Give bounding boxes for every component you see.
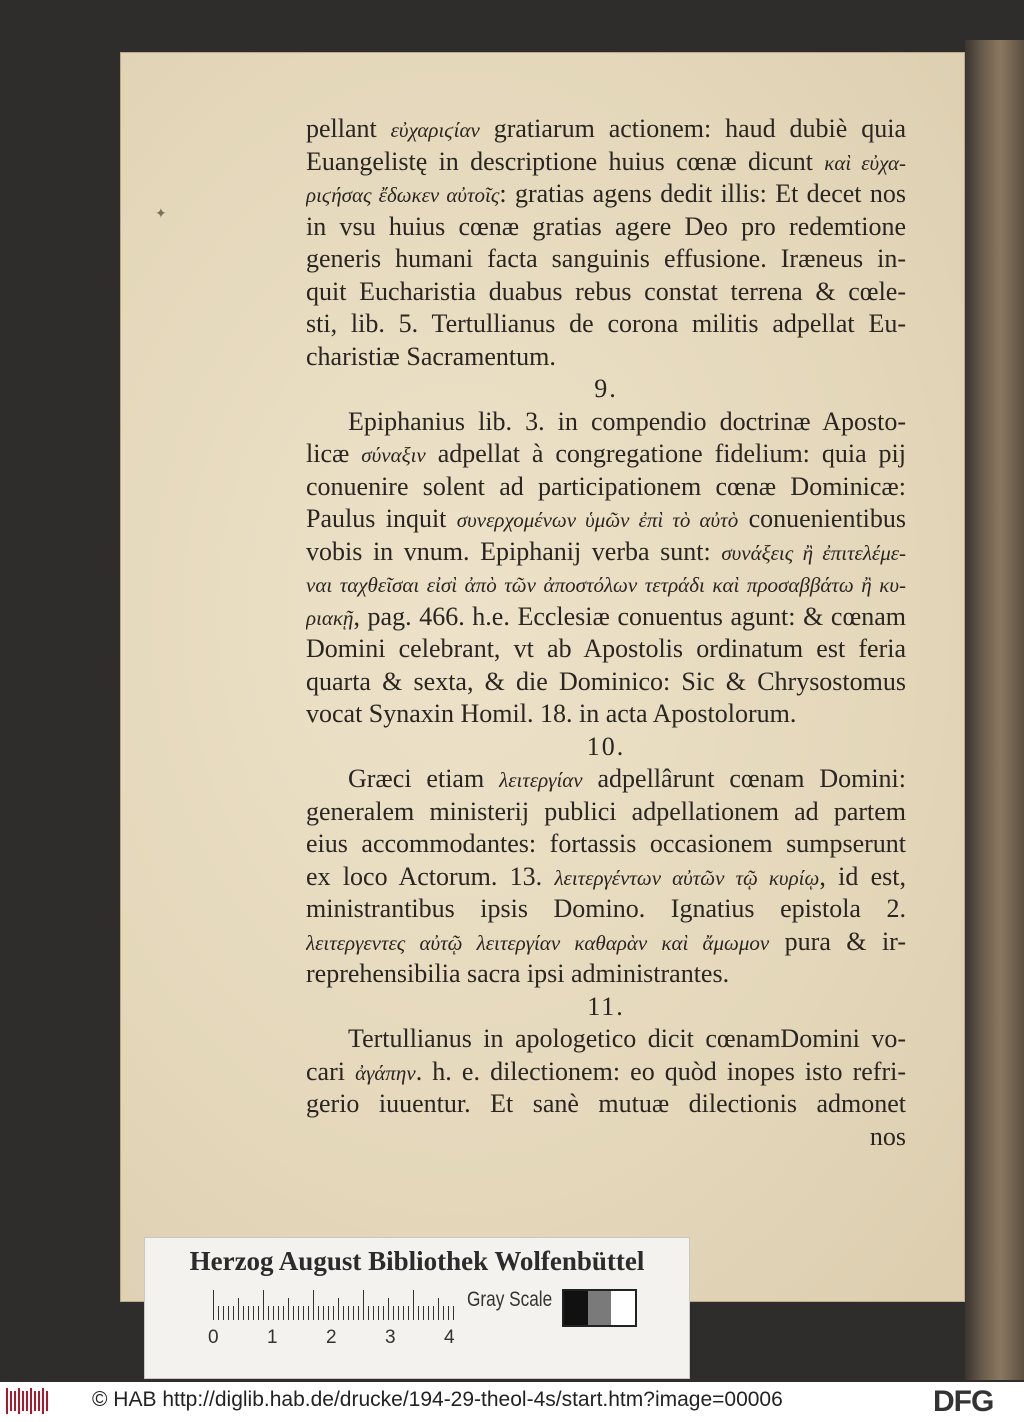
- text-line: [306, 341, 906, 374]
- latin-text: , pag. 466. h.e. Ecclesiæ conuentus agunt: & cœnam: [353, 601, 906, 631]
- text-line: [306, 926, 906, 959]
- ruler-tick: [403, 1306, 404, 1320]
- ruler-tick: [248, 1306, 249, 1320]
- margin-mark: ✦: [155, 207, 167, 222]
- ruler-tick: [373, 1306, 374, 1320]
- ruler-tick: [448, 1306, 449, 1320]
- text-line: [306, 861, 906, 894]
- reference-card: [144, 1237, 690, 1379]
- text-line: [306, 243, 906, 276]
- latin-text: vobis in vnum. Epiphanij verba sunt:: [306, 536, 722, 566]
- gray-scale-label: Gray Scale: [467, 1288, 553, 1311]
- ruler-label: 4: [444, 1327, 455, 1348]
- greek-term: ἀγάπην: [355, 1060, 416, 1085]
- latin-text: conuenire solent ad participationem cœnæ Dominicæ:: [306, 471, 906, 501]
- hab-logo-icon[interactable]: [6, 1388, 50, 1414]
- ruler-tick: [318, 1306, 319, 1320]
- library-title: Herzog August Bibliothek Wolfenbüttel: [189, 1246, 645, 1276]
- text-line: [306, 471, 906, 504]
- latin-text: eius accommodantes: fortassis occasionem sumpserunt: [306, 829, 906, 858]
- ruler-tick: [338, 1298, 339, 1320]
- text-line: [306, 1056, 906, 1089]
- text-line: [306, 828, 906, 861]
- latin-text: Paulus inquit: [306, 504, 457, 533]
- paragraph-8-end: [306, 113, 906, 373]
- latin-text: Epiphanius lib. 3. in compendio doctrinæ Aposto-: [348, 406, 906, 436]
- gray-swatch: [611, 1291, 635, 1325]
- ruler-tick: [218, 1306, 219, 1320]
- text-line: [306, 633, 906, 666]
- paragraph-11: [306, 1023, 906, 1121]
- ruler-tick: [293, 1306, 294, 1320]
- ruler-tick: [408, 1306, 409, 1320]
- latin-text: pura & ir-: [769, 926, 906, 956]
- ruler-tick: [288, 1298, 289, 1320]
- ruler-tick: [368, 1306, 369, 1320]
- ruler-tick: [283, 1306, 284, 1320]
- greek-term: ριακῇ: [306, 605, 354, 630]
- ruler-tick: [418, 1306, 419, 1320]
- latin-text: licæ: [306, 439, 362, 468]
- text-line: [306, 406, 906, 439]
- text-line: [306, 113, 906, 146]
- gray-swatch: [564, 1291, 588, 1325]
- text-line: [306, 666, 906, 699]
- ruler-tick: [223, 1306, 224, 1320]
- greek-term: ναι ταχθεῖσαι εἰσὶ ἀπὸ τῶν ἀποστόλων τετράδι καὶ προσαββάτω ἢ κυ-: [306, 573, 906, 597]
- scale-ruler: [213, 1290, 453, 1320]
- latin-text: ministrantibus ipsis Domino. Ignatius epistola 2.: [306, 894, 906, 923]
- text-line: [306, 698, 906, 731]
- ruler-tick: [243, 1306, 244, 1320]
- text-line: [306, 536, 906, 569]
- paragraph-9: [306, 406, 906, 731]
- latin-text: generalem ministerij publici adpellationem ad partem: [306, 796, 906, 826]
- text-line: [306, 308, 906, 341]
- ruler-tick: [308, 1306, 309, 1320]
- text-line: [306, 1088, 906, 1121]
- greek-term: συνάξεις ἢ ἐπιτελέμε-: [721, 540, 906, 565]
- ruler-label: 1: [267, 1327, 278, 1348]
- ruler-tick: [428, 1306, 429, 1320]
- ruler-tick: [348, 1306, 349, 1320]
- greek-term: λειτεργεντες αὐτῷ λειτεργίαν καθαρὰν καὶ ἄμωμον: [306, 930, 770, 955]
- latin-text: cari: [306, 1056, 356, 1086]
- ruler-tick: [228, 1306, 229, 1320]
- latin-text: quarta & sexta, & die Dominico: Sic & Chrysostomus: [306, 666, 906, 696]
- latin-text: , id est,: [819, 861, 906, 891]
- latin-text: charistiæ Sacramentum.: [306, 341, 556, 371]
- ruler-tick: [388, 1298, 389, 1320]
- dfg-logo[interactable]: DFG: [933, 1385, 994, 1418]
- ruler-tick: [303, 1306, 304, 1320]
- ruler-tick: [433, 1306, 434, 1320]
- ruler-tick: [268, 1306, 269, 1320]
- latin-text: Euangelistę in descriptione huius cœnæ dicunt: [306, 146, 825, 176]
- latin-text: : gratias agens dedit illis: Et decet nos: [499, 179, 906, 208]
- latin-text: ex loco Actorum. 13.: [306, 861, 555, 891]
- latin-text: in vsu huius cœnæ gratias agere Deo pro redemtione: [306, 211, 906, 241]
- text-line: [306, 568, 906, 601]
- greek-term: λειτεργίαν: [499, 768, 583, 792]
- ruler-tick: [398, 1306, 399, 1320]
- ruler-label: 3: [385, 1327, 396, 1348]
- ruler-tick: [363, 1290, 364, 1320]
- ruler-tick: [273, 1306, 274, 1320]
- text-line: [306, 276, 906, 309]
- ruler-tick: [443, 1306, 444, 1320]
- ruler-tick: [333, 1306, 334, 1320]
- text-line: [306, 438, 906, 471]
- footer-link[interactable]: © HAB http://diglib.hab.de/drucke/194-29-theol-4s/start.htm?image=00006: [92, 1388, 783, 1411]
- latin-text: adpellat à congregatione fidelium: quia pij: [425, 439, 906, 468]
- greek-term: συνερχομένων ὑμῶν ἐπὶ τὸ αὐτὸ: [456, 508, 739, 532]
- section-number-11: 11.: [587, 991, 625, 1021]
- text-line: [306, 763, 906, 796]
- text-line: [306, 796, 906, 829]
- ruler-tick: [343, 1306, 344, 1320]
- greek-term: λειτεργέντων αὐτῶν τῷ κυρίῳ: [554, 865, 820, 890]
- latin-text: Domini celebrant, vt ab Apostolis ordinatum est feria: [306, 634, 906, 663]
- footer-bar: [0, 1382, 1024, 1422]
- ruler-tick: [253, 1306, 254, 1320]
- ruler-tick: [423, 1306, 424, 1320]
- latin-text: conuenientibus: [738, 504, 906, 533]
- ruler-tick: [238, 1298, 239, 1320]
- latin-text: vocat Synaxin Homil. 18. in acta Apostolorum.: [306, 699, 797, 728]
- section-number-9: 9.: [594, 374, 618, 403]
- ruler-tick: [453, 1306, 454, 1320]
- greek-term: καὶ εὐχα-: [824, 150, 906, 175]
- latin-text: quit Eucharistia duabus rebus constat terrena & cœle-: [306, 276, 906, 306]
- ruler-tick: [323, 1306, 324, 1320]
- ruler-tick: [378, 1306, 379, 1320]
- text-line: [306, 146, 906, 179]
- gray-scale-bar: [562, 1289, 637, 1327]
- ruler-tick: [233, 1306, 234, 1320]
- latin-text: reprehensibilia sacra ipsi administrantes.: [306, 959, 730, 988]
- ruler-tick: [298, 1306, 299, 1320]
- paragraph-10: [306, 763, 906, 991]
- ruler-tick: [278, 1306, 279, 1320]
- latin-text: adpellârunt cœnam Domini:: [582, 764, 906, 793]
- ruler-tick: [313, 1290, 314, 1320]
- latin-text: Tertullianus in apologetico dicit cœnamDomini vo-: [348, 1024, 906, 1053]
- text-line: [306, 503, 906, 536]
- ruler-tick: [213, 1290, 214, 1320]
- page-text: [306, 113, 906, 1153]
- ruler-tick: [383, 1306, 384, 1320]
- latin-text: pellant: [306, 114, 391, 143]
- latin-text: sti, lib. 5. Tertullianus de corona militis adpellat Eu-: [306, 309, 906, 338]
- ruler-tick: [393, 1306, 394, 1320]
- ruler-tick: [358, 1306, 359, 1320]
- ruler-label: 0: [208, 1327, 219, 1348]
- book-edge: [965, 40, 1024, 1380]
- ruler-tick: [413, 1290, 414, 1320]
- gray-swatch: [588, 1291, 612, 1325]
- catchword: nos: [869, 1121, 906, 1151]
- ruler-tick: [353, 1306, 354, 1320]
- text-line: [306, 958, 906, 991]
- latin-text: gratiarum actionem: haud dubiè quia: [479, 114, 906, 143]
- greek-term: εὐχαριϛίαν: [390, 118, 480, 142]
- ruler-label: 2: [326, 1327, 337, 1348]
- ruler-tick: [263, 1290, 264, 1320]
- ruler-tick: [438, 1298, 439, 1320]
- ruler-tick: [328, 1306, 329, 1320]
- text-line: [306, 601, 906, 634]
- text-line: [306, 1023, 906, 1056]
- latin-text: gerio iuuentur. Et sanè mutuæ dilectionis admonet: [306, 1089, 906, 1118]
- ruler-tick: [258, 1306, 259, 1320]
- text-line: [306, 178, 906, 211]
- latin-text: . h. e. dilectionem: eo quòd inopes isto refri-: [415, 1056, 906, 1086]
- latin-text: generis humani facta sanguinis effusione. Iræneus in-: [306, 244, 906, 273]
- greek-term: σύναξιν: [361, 443, 426, 467]
- section-number-10: 10.: [586, 731, 626, 761]
- text-line: [306, 893, 906, 926]
- greek-term: ριϛήσας ἔδωκεν αὐτοῖς: [306, 183, 500, 207]
- text-line: [306, 211, 906, 244]
- latin-text: Græci etiam: [348, 764, 500, 793]
